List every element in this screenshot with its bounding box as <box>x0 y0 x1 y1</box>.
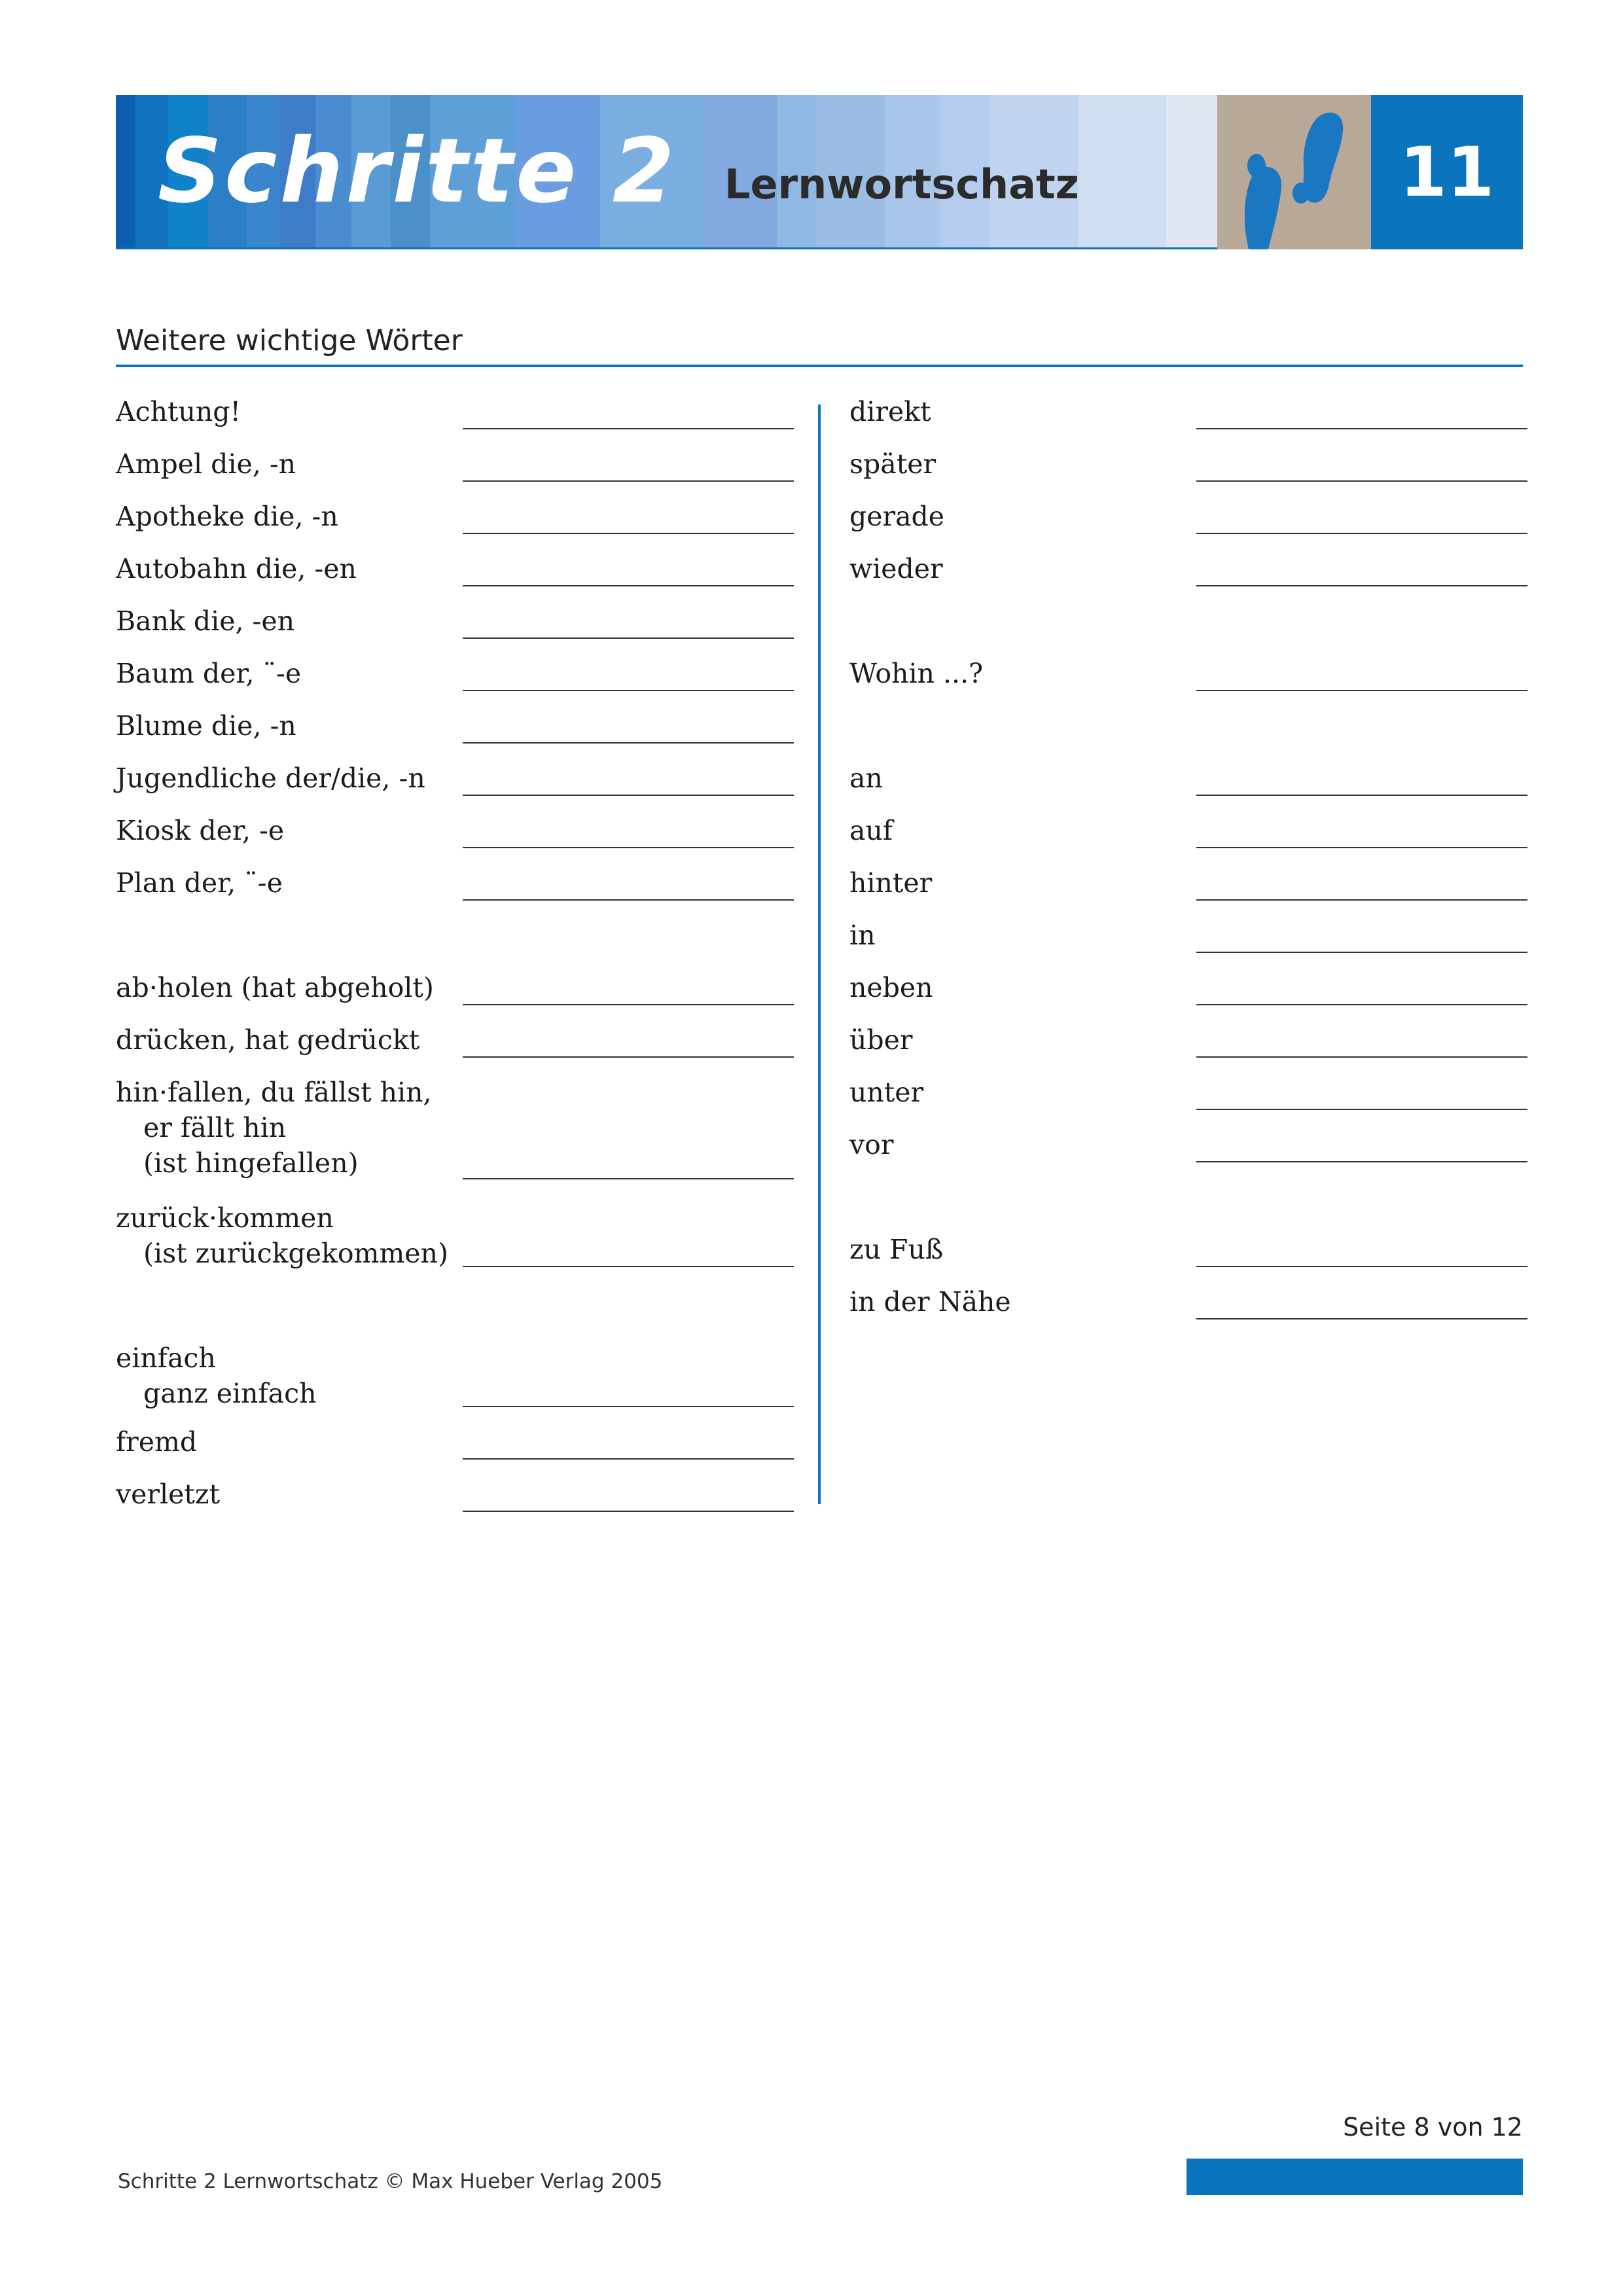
vocab-abholen: ab·holen (hat abgeholt) <box>116 972 434 1003</box>
vocab-druecken: drücken, hat gedrückt <box>116 1024 420 1056</box>
vocab-unter: unter <box>849 1077 924 1108</box>
vocab-hinter: hinter <box>849 867 933 899</box>
answer-line-verletzt[interactable] <box>463 1511 794 1512</box>
answer-line-spaeter[interactable] <box>1196 480 1527 482</box>
answer-line-abholen[interactable] <box>463 1004 794 1005</box>
vocab-hinfallen-line1: hin·fallen, du fällst hin, <box>116 1077 432 1108</box>
answer-line-gerade[interactable] <box>1196 533 1527 534</box>
vocab-zurueckkommen <box>116 1200 448 1271</box>
vocab-spaeter: später <box>849 448 936 480</box>
copyright-notice: Schritte 2 Lernwortschatz © Max Hueber Verlag 2005 <box>118 2170 663 2193</box>
vocab-zurueckkommen-line2: (ist zurückgekommen) <box>143 1238 448 1269</box>
vocab-autobahn: Autobahn die, -en <box>116 553 357 584</box>
vocab-fremd: fremd <box>116 1426 198 1458</box>
answer-line-vor[interactable] <box>1196 1161 1527 1162</box>
answer-line-baum[interactable] <box>463 690 794 691</box>
vocab-vor: vor <box>849 1129 894 1160</box>
vocab-verletzt: verletzt <box>116 1479 220 1510</box>
vocab-kiosk: Kiosk der, -e <box>116 815 285 846</box>
answer-line-jugendliche[interactable] <box>463 795 794 796</box>
answer-line-autobahn[interactable] <box>463 585 794 586</box>
vocab-neben: neben <box>849 972 933 1003</box>
answer-line-wieder[interactable] <box>1196 585 1527 586</box>
answer-line-kiosk[interactable] <box>463 847 794 848</box>
vocab-ueber: über <box>849 1024 913 1056</box>
vocab-in-der-naehe: in der Nähe <box>849 1286 1011 1318</box>
vocab-bank: Bank die, -en <box>116 605 295 637</box>
vocab-hinfallen-line3: (ist hingefallen) <box>143 1147 359 1179</box>
vocab-zu-fuss: zu Fuß <box>849 1234 944 1265</box>
vocab-einfach <box>116 1340 317 1411</box>
vocab-an: an <box>849 762 883 794</box>
answer-line-unter[interactable] <box>1196 1109 1527 1110</box>
chapter-number: 11 <box>1371 95 1523 249</box>
page-bar <box>1186 2159 1523 2195</box>
vocab-achtung: Achtung! <box>116 396 241 427</box>
vocab-einfach-line1: einfach <box>116 1342 216 1374</box>
answer-line-hinfallen[interactable] <box>463 1178 794 1179</box>
answer-line-zu-fuss[interactable] <box>1196 1266 1527 1267</box>
section-title: Weitere wichtige Wörter <box>116 323 1523 367</box>
answer-line-fremd[interactable] <box>463 1458 794 1460</box>
answer-line-an[interactable] <box>1196 795 1527 796</box>
vocab-wohin: Wohin ...? <box>849 658 984 689</box>
vocab-hinfallen <box>116 1075 432 1181</box>
vocab-ampel: Ampel die, -n <box>116 448 296 480</box>
page-number: Seite 8 von 12 <box>1343 2113 1523 2142</box>
brand-title: Schritte 2 <box>158 120 677 223</box>
vocab-blume: Blume die, -n <box>116 710 296 742</box>
answer-line-in[interactable] <box>1196 952 1527 953</box>
vocab-gerade: gerade <box>849 501 945 532</box>
answer-line-achtung[interactable] <box>463 428 794 429</box>
answer-line-hinter[interactable] <box>1196 899 1527 901</box>
answer-line-neben[interactable] <box>1196 1004 1527 1005</box>
vocab-in: in <box>849 920 876 951</box>
vocab-baum: Baum der, ¨-e <box>116 658 302 689</box>
answer-line-plan[interactable] <box>463 899 794 901</box>
banner-stripes <box>116 95 1217 249</box>
answer-line-ampel[interactable] <box>463 480 794 482</box>
vocab-auf: auf <box>849 815 893 846</box>
vocab-jugendliche: Jugendliche der/die, -n <box>116 762 425 794</box>
answer-line-druecken[interactable] <box>463 1056 794 1058</box>
answer-line-in-der-naehe[interactable] <box>1196 1318 1527 1319</box>
answer-line-ueber[interactable] <box>1196 1056 1527 1058</box>
answer-line-auf[interactable] <box>1196 847 1527 848</box>
answer-line-wohin[interactable] <box>1196 690 1527 691</box>
answer-line-blume[interactable] <box>463 742 794 744</box>
vocab-einfach-line2: ganz einfach <box>143 1378 317 1409</box>
column-divider <box>818 404 821 1504</box>
answer-line-einfach[interactable] <box>463 1406 794 1407</box>
vocab-wieder: wieder <box>849 553 943 584</box>
footprints-icon <box>1217 95 1371 249</box>
vocab-apotheke: Apotheke die, -n <box>116 501 338 532</box>
answer-line-bank[interactable] <box>463 637 794 639</box>
vocab-direkt: direkt <box>849 396 931 427</box>
answer-line-apotheke[interactable] <box>463 533 794 534</box>
banner-subtitle: Lernwortschatz <box>724 160 1079 208</box>
vocab-zurueckkommen-line1: zurück·kommen <box>116 1202 334 1234</box>
answer-line-zurueckkommen[interactable] <box>463 1266 794 1267</box>
vocab-hinfallen-line2: er fällt hin <box>143 1112 287 1143</box>
vocab-plan: Plan der, ¨-e <box>116 867 283 899</box>
answer-line-direkt[interactable] <box>1196 428 1527 429</box>
header-banner <box>116 95 1523 249</box>
